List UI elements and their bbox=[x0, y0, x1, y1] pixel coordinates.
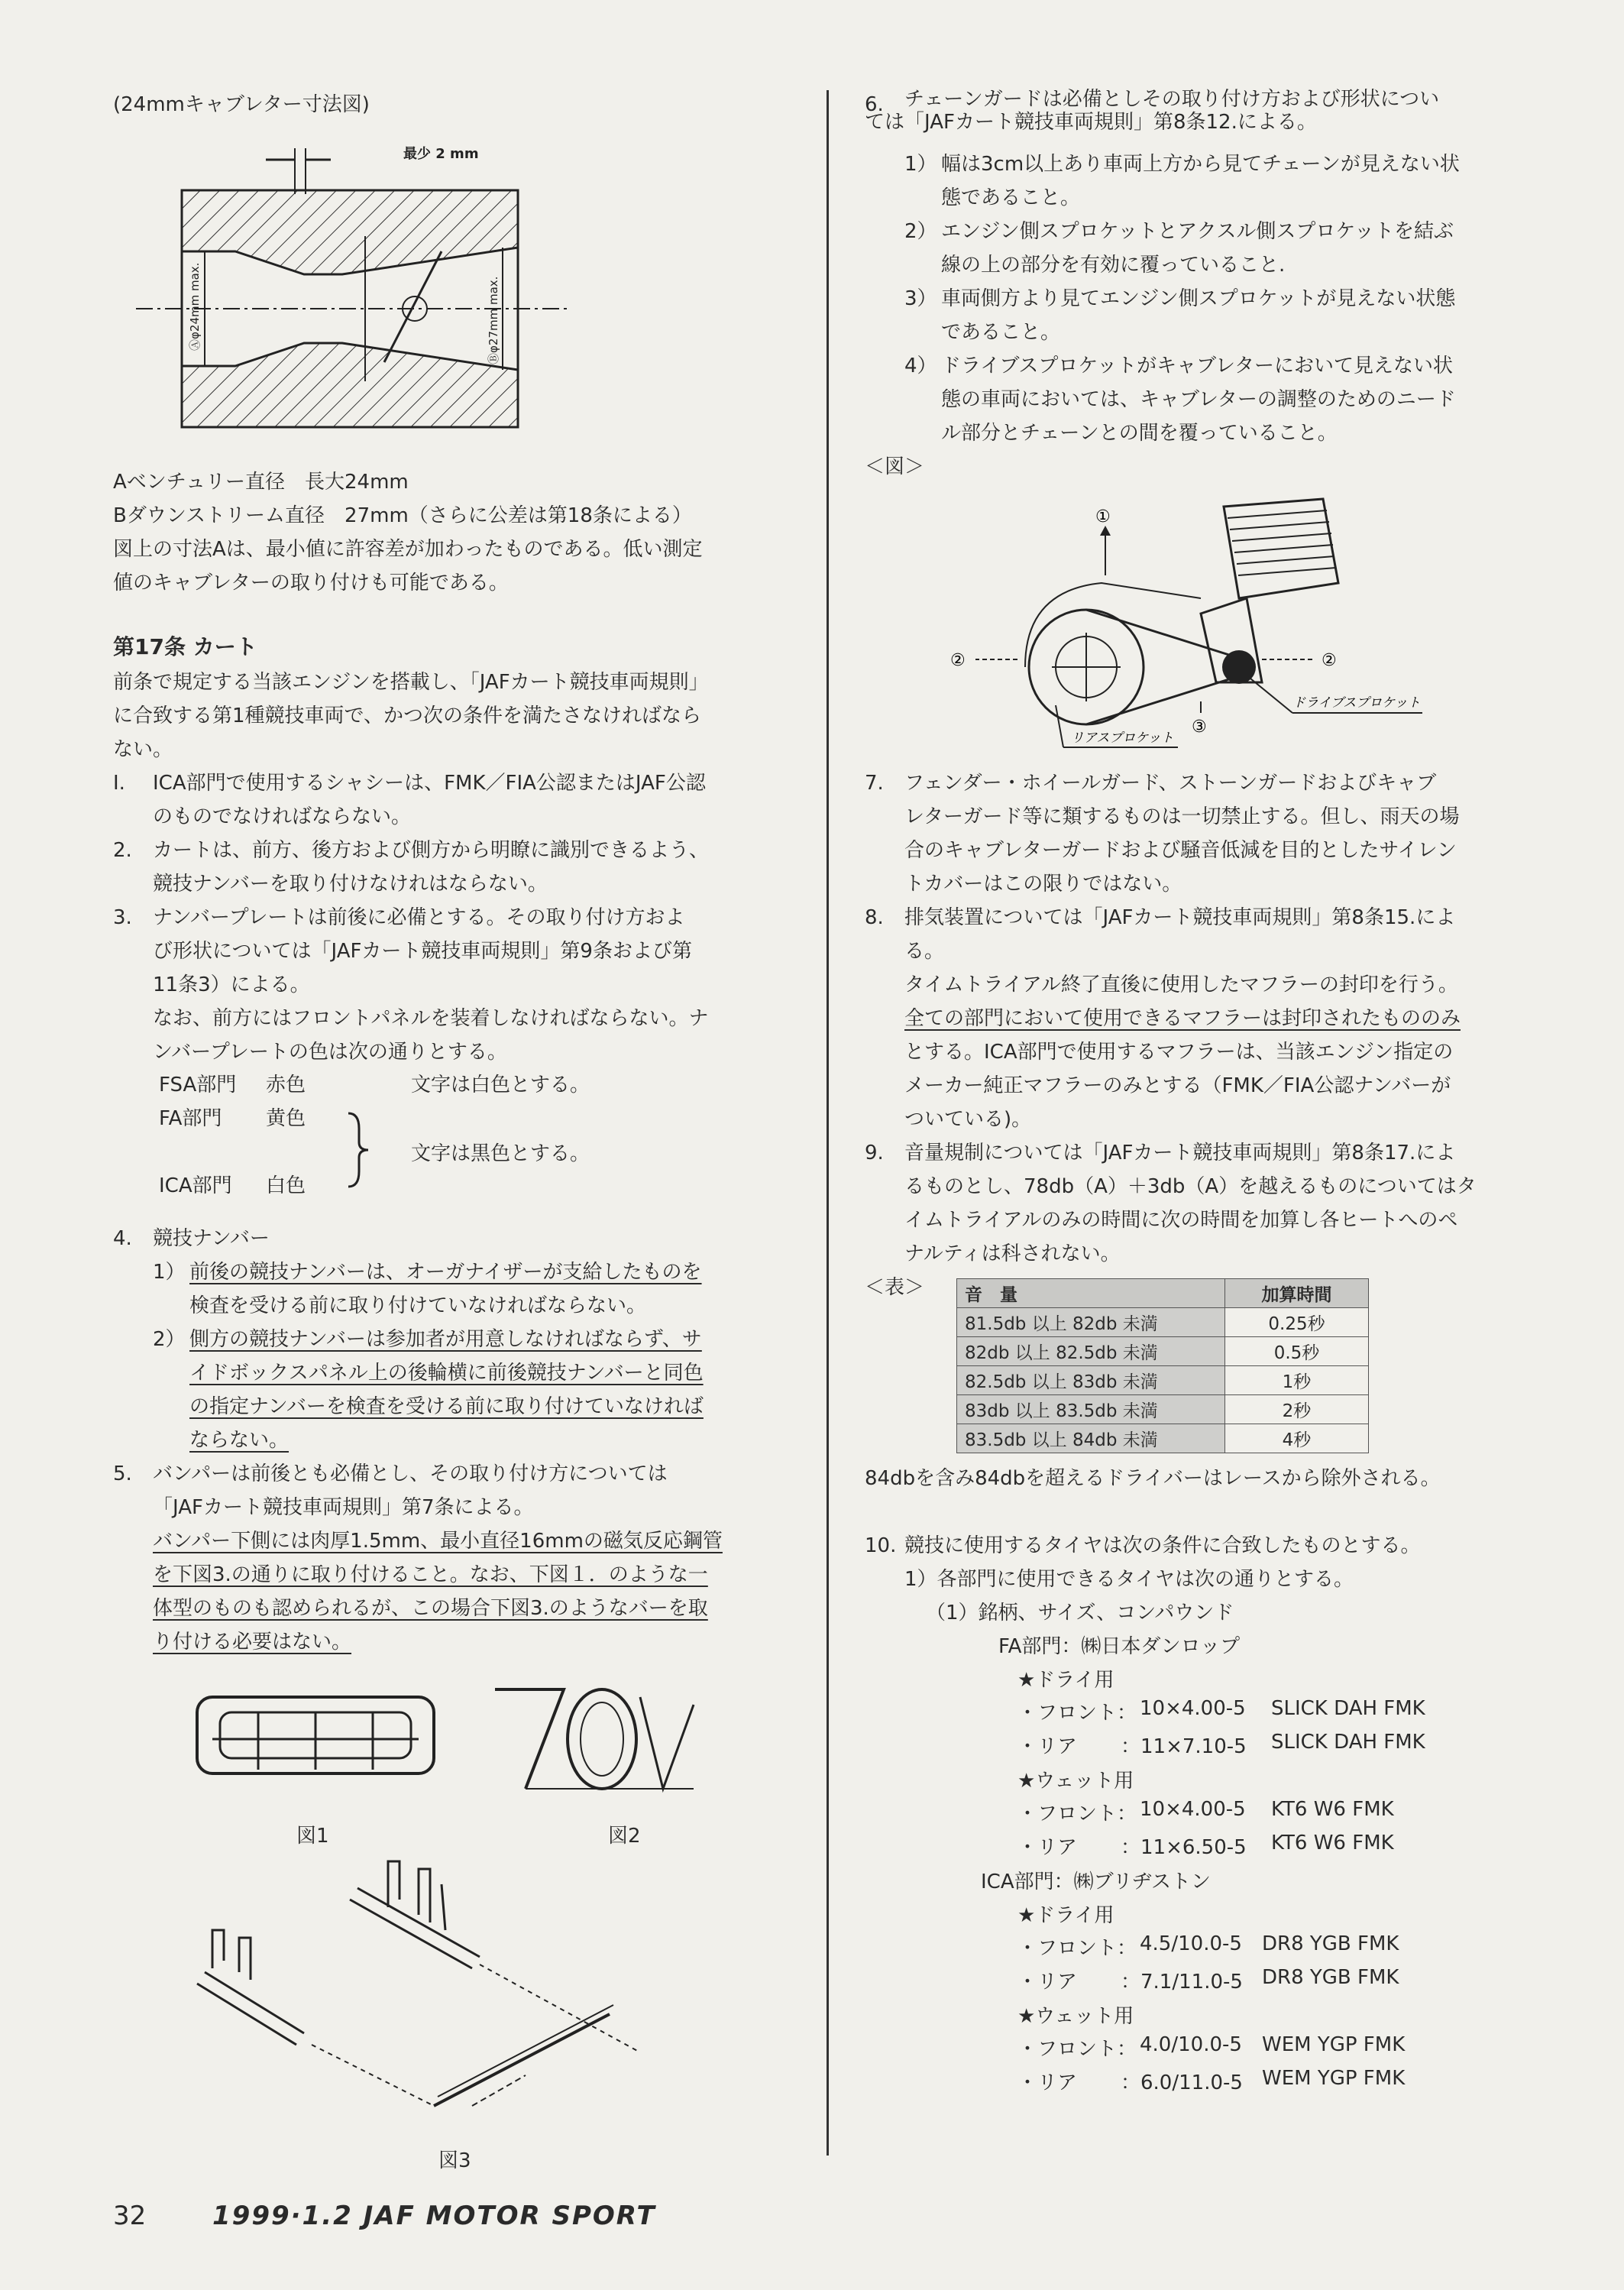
item-6-sub-4-line-1: ドライブスプロケットがキャブレターにおいて見えない状 bbox=[941, 355, 1454, 377]
carb-caption: (24mmキャブレター寸法図) bbox=[113, 93, 370, 116]
item-6-sub-2 bbox=[904, 215, 1537, 282]
carb-note-4: 値のキャブレターの取り付けも可能である。 bbox=[113, 572, 509, 594]
item-4-sub-2-line-3: の指定ナンバーを検査を受ける前に取り付けていなければ bbox=[189, 1395, 704, 1418]
bumper-figure-2 bbox=[480, 1674, 709, 1804]
tire-position: ・フロント： bbox=[1017, 1803, 1137, 1825]
tire-size: 4.0/10.0-5 bbox=[1140, 2033, 1242, 2056]
tire-compound: SLICK DAH FMK bbox=[1271, 1697, 1425, 1720]
tire-compound: KT6 W6 FMK bbox=[1271, 1798, 1394, 1821]
item-3-line-2: び形状については「JAFカート競技車両規則」第9条および第 bbox=[153, 940, 692, 963]
marker-2-right: ② bbox=[1322, 651, 1337, 670]
item-9 bbox=[865, 1136, 1537, 1271]
item-3 bbox=[113, 901, 785, 1069]
tire-size: ：7.1/11.0-5 bbox=[1121, 1971, 1243, 1994]
carb-note-2: Bダウンストリーム直径 27mm（さらに公差は第18条による） bbox=[113, 504, 692, 527]
fa-wet-front bbox=[865, 1798, 1537, 1832]
item-7-line-2: レターガード等に類するものは一切禁止する。但し、雨天の場 bbox=[904, 805, 1460, 828]
table-header-volume: 音 量 bbox=[957, 1279, 1225, 1308]
item-10-text: 競技に使用するタイヤは次の条件に合致したものとする。 bbox=[904, 1534, 1421, 1557]
item-4-title: 競技ナンバー bbox=[153, 1227, 270, 1250]
item-3-line-4: なお、前方にはフロントパネルを装着しなければならない。ナ bbox=[153, 1007, 709, 1030]
item-10-sub-1: 1）各部門に使用できるタイヤは次の通りとする。 bbox=[904, 1568, 1354, 1591]
table-row bbox=[957, 1366, 1369, 1395]
table-cell: 0.25秒 bbox=[1225, 1308, 1369, 1337]
item-4-sub-2-line-1: 側方の競技ナンバーは参加者が用意しなければならず、サ bbox=[189, 1328, 702, 1351]
item-5-line-2: 「JAFカート競技車両規則」第7条による。 bbox=[153, 1496, 534, 1519]
item-8-line-7: ついている)。 bbox=[904, 1108, 1032, 1131]
column-divider bbox=[827, 90, 829, 2156]
plate-fsa-text: 文字は白色とする。 bbox=[411, 1074, 590, 1096]
tire-compound: WEM YGP FMK bbox=[1262, 2033, 1406, 2056]
carb-note-1: Aベンチュリー直径 長大24mm bbox=[113, 471, 409, 494]
item-8-line-2: る。 bbox=[904, 940, 945, 963]
dim-b-label: Ⓑφ27mm max. bbox=[487, 276, 500, 364]
item-6-sub-3-line-2: であること。 bbox=[941, 321, 1061, 344]
item-3-line-1: ナンバープレートは前後に必備とする。その取り付け方およ bbox=[153, 906, 685, 929]
table-header-time: 加算時間 bbox=[1225, 1279, 1369, 1308]
table-row bbox=[957, 1424, 1369, 1453]
item-6-sub-1-number: 1） bbox=[904, 153, 937, 176]
fa-dry-front bbox=[865, 1697, 1537, 1731]
plate-ica-color: 白色 bbox=[266, 1174, 306, 1197]
item-8-number: 8. bbox=[865, 906, 884, 929]
item-4-sub-1-number: 1） bbox=[153, 1261, 186, 1284]
item-9-line-4: ナルティは科されない。 bbox=[904, 1242, 1121, 1265]
plate-fsa-class: FSA部門 bbox=[159, 1074, 237, 1096]
item-8 bbox=[865, 901, 1537, 1136]
item-6-line-2: ては「JAFカート競技車両規則」第8条12.による。 bbox=[865, 111, 1317, 134]
table-row bbox=[957, 1308, 1369, 1337]
tire-size: 10×4.00-5 bbox=[1140, 1798, 1246, 1821]
tire-compound: DR8 YGB FMK bbox=[1262, 1966, 1399, 1989]
item-4 bbox=[113, 1222, 785, 1457]
tire-compound: SLICK DAH FMK bbox=[1271, 1731, 1425, 1754]
min-dimension-label: 最少 2 mm bbox=[403, 146, 479, 162]
plate-black-text: 文字は黒色とする。 bbox=[411, 1142, 590, 1165]
bumper-figures bbox=[113, 1674, 785, 2178]
item-1-line-1: ICA部門で使用するシャシーは、FMK／FIA公認またはJAF公認 bbox=[153, 772, 706, 795]
tire-position: ・フロント： bbox=[1017, 1702, 1137, 1725]
item-5-line-6: り付ける必要はない。 bbox=[153, 1631, 352, 1654]
item-6-sub-2-number: 2） bbox=[904, 220, 937, 243]
figure-3-label: 図3 bbox=[438, 2149, 471, 2172]
item-2 bbox=[113, 834, 785, 901]
item-1-line-2: のものでなければならない。 bbox=[153, 805, 412, 828]
item-7-number: 7. bbox=[865, 772, 884, 795]
penalty-table-block bbox=[865, 1271, 1537, 1462]
item-6-sub-4-line-2: 態の車両においては、キャブレターの調整のためのニード bbox=[941, 388, 1456, 411]
item-8-line-4: 全ての部門において使用できるマフラーは封印されたもののみ bbox=[904, 1007, 1461, 1030]
plate-ica-class: ICA部門 bbox=[159, 1174, 232, 1197]
item-6-number: 6. bbox=[865, 93, 884, 116]
item-9-line-1: 音量規制については「JAFカート競技車両規則」第8条17.によ bbox=[904, 1142, 1456, 1164]
tire-position: ・リア bbox=[1017, 1836, 1078, 1859]
item-6-sub-3-line-1: 車両側方より見てエンジン側スプロケットが見えない状態 bbox=[941, 287, 1456, 310]
item-10-sub-1a: （1）銘柄、サイズ、コンパウンド bbox=[926, 1602, 1234, 1624]
item-3-number: 3. bbox=[113, 906, 132, 929]
tire-size: 4.5/10.0-5 bbox=[1140, 1932, 1242, 1955]
item-8-line-5: とする。ICA部門で使用するマフラーは、当該エンジン指定の bbox=[904, 1041, 1454, 1064]
ica-dry-heading: ★ドライ用 bbox=[1017, 1904, 1114, 1927]
item-8-line-3: タイムトライアル終了直後に使用したマフラーの封印を行う。 bbox=[904, 973, 1458, 996]
item-9-number: 9. bbox=[865, 1142, 884, 1164]
exclusion-note: 84dbを含み84dbを超えるドライバーはレースから除外される。 bbox=[865, 1467, 1441, 1490]
intro-line-1: 前条で規定する当該エンジンを搭載し、「JAFカート競技車両規則」 bbox=[113, 671, 709, 694]
drive-sprocket-label: ドライブスプロケット bbox=[1292, 695, 1421, 711]
item-7 bbox=[865, 766, 1537, 901]
tire-position: ・フロント： bbox=[1017, 1937, 1137, 1960]
chain-guard-diagram bbox=[865, 484, 1537, 766]
item-5 bbox=[113, 1457, 785, 1659]
item-6-sub-4-line-3: ル部分とチェーンとの間を覆っていること。 bbox=[941, 422, 1338, 445]
tire-position: ・リア bbox=[1017, 1971, 1078, 1994]
item-10-number: 10. bbox=[865, 1534, 897, 1557]
item-6-subitems bbox=[865, 147, 1537, 450]
table-header-row bbox=[957, 1279, 1369, 1308]
figure-2-label: 図2 bbox=[608, 1825, 641, 1848]
tire-position: ・リア bbox=[1017, 1735, 1078, 1758]
item-6-sub-3-number: 3） bbox=[904, 287, 937, 310]
item-4-sub-1 bbox=[153, 1255, 785, 1323]
item-5-line-4: を下図3.の通りに取り付けること。なお、下図１．のような一 bbox=[153, 1563, 708, 1586]
item-4-sub-2 bbox=[153, 1323, 785, 1457]
bumper-figure-1 bbox=[189, 1682, 449, 1796]
item-1-number: I. bbox=[113, 772, 125, 795]
ica-class-tire: ICA部門：㈱ブリヂストン bbox=[981, 1871, 1212, 1893]
item-6-sub-4 bbox=[904, 349, 1537, 450]
marker-1: ① bbox=[1095, 507, 1111, 526]
table-label: ＜表＞ bbox=[865, 1276, 925, 1299]
figure-1-label: 図1 bbox=[296, 1825, 329, 1848]
fa-wet-heading: ★ウェット用 bbox=[1017, 1770, 1134, 1793]
tire-compound: WEM YGP FMK bbox=[1262, 2067, 1406, 2090]
table-cell: 81.5db 以上 82db 未満 bbox=[957, 1308, 1225, 1337]
item-2-line-2: 競技ナンバーを取り付けなけれはならない。 bbox=[153, 873, 548, 896]
rear-sprocket-label: リアスプロケット bbox=[1071, 730, 1174, 746]
table-cell: 2秒 bbox=[1225, 1395, 1369, 1424]
item-4-number: 4. bbox=[113, 1227, 132, 1250]
item-6-sub-1-line-2: 態であること。 bbox=[941, 186, 1081, 209]
ica-dry-rear bbox=[865, 1966, 1537, 2000]
item-10 bbox=[865, 1529, 1537, 2101]
magazine-title: 1999·1.2 JAF MOTOR SPORT bbox=[212, 2201, 656, 2231]
table-cell: 82db 以上 82.5db 未満 bbox=[957, 1337, 1225, 1366]
tire-position: ・リア bbox=[1017, 2071, 1078, 2094]
plate-fa-color: 黄色 bbox=[266, 1107, 306, 1130]
ica-wet-rear bbox=[865, 2067, 1537, 2101]
left-column bbox=[113, 88, 785, 2178]
table-row bbox=[957, 1337, 1369, 1366]
tire-position: ・フロント： bbox=[1017, 2038, 1137, 2061]
fa-class-tire: FA部門：㈱日本ダンロップ bbox=[998, 1635, 1241, 1658]
tire-compound: DR8 YGB FMK bbox=[1262, 1932, 1399, 1955]
item-3-line-3: 11条3）による。 bbox=[153, 973, 310, 996]
figure-label: ＜図＞ bbox=[865, 455, 925, 478]
item-6-sub-2-line-2: 線の上の部分を有効に覆っていること. bbox=[941, 254, 1286, 277]
item-6 bbox=[865, 88, 1537, 134]
fa-dry-heading: ★ドライ用 bbox=[1017, 1669, 1114, 1692]
item-6-sub-4-number: 4） bbox=[904, 355, 937, 377]
fa-wet-rear bbox=[865, 1832, 1537, 1865]
item-2-line-1: カートは、前方、後方および側方から明瞭に識別できるよう、 bbox=[153, 839, 710, 862]
intro-line-2: に合致する第1種競技車両で、かつ次の条件を満たさなければなら bbox=[113, 704, 702, 727]
item-7-line-1: フェンダー・ホイールガード、ストーンガードおよびキャブ bbox=[904, 772, 1437, 795]
item-6-sub-2-line-1: エンジン側スプロケットとアクスル側スプロケットを結ぶ bbox=[941, 220, 1454, 243]
item-1 bbox=[113, 766, 785, 834]
article-title: 第17条 カート bbox=[113, 634, 257, 659]
dim-a-label: Ⓐφ24mm max. bbox=[188, 262, 202, 351]
marker-3: ③ bbox=[1192, 717, 1207, 737]
item-8-line-6: メーカー純正マフラーのみとする（FMK／FIA公認ナンバーが bbox=[904, 1074, 1451, 1097]
plate-fsa-color: 赤色 bbox=[266, 1074, 306, 1096]
item-6-sub-3 bbox=[904, 282, 1537, 349]
penalty-table bbox=[956, 1278, 1369, 1453]
fa-dry-rear bbox=[865, 1731, 1537, 1764]
item-5-number: 5. bbox=[113, 1462, 132, 1485]
plate-fa-class: FA部門 bbox=[159, 1107, 222, 1130]
item-6-sub-1 bbox=[904, 147, 1537, 215]
item-4-sub-1-line-2: 検査を受ける前に取り付けていなければならない。 bbox=[189, 1294, 647, 1317]
carburetor-dimension-diagram bbox=[113, 121, 571, 465]
item-9-line-2: るものとし、78db（A）＋3db（A）を越えるものについてはタ bbox=[904, 1175, 1477, 1198]
bumper-figure-3 bbox=[182, 1854, 732, 2129]
ica-dry-front bbox=[865, 1932, 1537, 1966]
tire-size: 10×4.00-5 bbox=[1140, 1697, 1246, 1720]
table-cell: 82.5db 以上 83db 未満 bbox=[957, 1366, 1225, 1395]
item-9-line-3: イムトライアルのみの時間に次の時間を加算し各ヒートへのペ bbox=[904, 1209, 1458, 1232]
item-7-line-3: 合のキャブレターガードおよび騒音低減を目的としたサイレン bbox=[904, 839, 1457, 862]
item-6-line-1: チェーンガードは必備としその取り付け方および形状につい bbox=[904, 88, 1440, 111]
plate-colors bbox=[113, 1069, 785, 1203]
table-cell: 1秒 bbox=[1225, 1366, 1369, 1395]
page-number: 32 bbox=[113, 2201, 147, 2231]
tire-size: ：6.0/11.0-5 bbox=[1121, 2071, 1243, 2094]
intro-line-3: ない。 bbox=[113, 738, 173, 761]
table-cell: 83db 以上 83.5db 未満 bbox=[957, 1395, 1225, 1424]
item-3-line-5: ンバープレートの色は次の通りとする。 bbox=[153, 1041, 507, 1064]
item-5-line-3: バンパー下側には肉厚1.5mm、最小直径16mmの磁気反応鋼管 bbox=[153, 1530, 723, 1553]
item-8-line-1: 排気装置については「JAFカート競技車両規則」第8条15.によ bbox=[904, 906, 1456, 929]
tire-size: ：11×6.50-5 bbox=[1121, 1836, 1247, 1859]
item-7-line-4: トカバーはこの限りではない。 bbox=[904, 873, 1182, 896]
item-4-sub-2-line-4: ならない。 bbox=[189, 1429, 290, 1452]
ica-wet-heading: ★ウェット用 bbox=[1017, 2005, 1134, 2028]
marker-2-left: ② bbox=[950, 651, 966, 670]
item-5-line-5: 体型のものも認められるが、この場合下図3.のようなバーを取 bbox=[153, 1597, 708, 1620]
table-cell: 4秒 bbox=[1225, 1424, 1369, 1453]
right-column bbox=[865, 88, 1537, 2101]
tire-compound: KT6 W6 FMK bbox=[1271, 1832, 1394, 1854]
table-row bbox=[957, 1395, 1369, 1424]
table-cell: 83.5db 以上 84db 未満 bbox=[957, 1424, 1225, 1453]
item-5-line-1: バンパーは前後とも必備とし、その取り付け方については bbox=[153, 1462, 668, 1485]
item-4-sub-1-line-1: 前後の競技ナンバーは、オーガナイザーが支給したものを bbox=[189, 1261, 702, 1284]
table-cell: 0.5秒 bbox=[1225, 1337, 1369, 1366]
item-4-sub-2-line-2: イドボックスパネル上の後輪横に前後競技ナンバーと同色 bbox=[189, 1362, 704, 1385]
carb-note-3: 図上の寸法Aは、最小値に許容差が加わったものである。低い測定 bbox=[113, 538, 703, 561]
tire-size: ：11×7.10-5 bbox=[1121, 1735, 1247, 1758]
item-2-number: 2. bbox=[113, 839, 132, 862]
ica-wet-front bbox=[865, 2033, 1537, 2067]
item-4-sub-2-number: 2） bbox=[153, 1328, 186, 1351]
item-6-sub-1-line-1: 幅は3cm以上あり車両上方から見てチェーンが見えない状 bbox=[941, 153, 1460, 176]
